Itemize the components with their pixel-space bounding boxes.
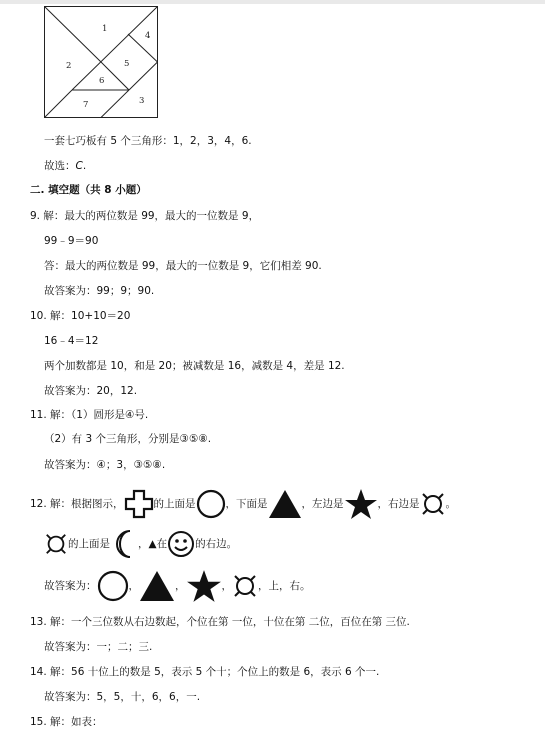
q12b-right-text: 的右边。: [195, 538, 238, 550]
q10-line-1: 10. 解：10+10＝20: [30, 310, 131, 322]
q12-answer: [44, 568, 311, 604]
section-heading: 二. 填空题（共 8 小题）: [30, 184, 147, 196]
q10-line-3: 两个加数都是 10，和是 20；被减数是 16，减数是 4，差是 12.: [44, 360, 345, 372]
q12-prefix: 12. 解：根据图示，: [30, 498, 124, 510]
q12-right-text: ，右边是: [377, 498, 420, 510]
star-shape-icon: [186, 569, 222, 603]
star-shape-icon: [344, 488, 378, 520]
answer-choice-end: .: [82, 160, 87, 172]
tangram-label-6: 6: [99, 76, 105, 86]
q12-end-text: 。: [445, 498, 457, 510]
tangram-label-1: 1: [102, 24, 108, 34]
q12-answer-end: ，上，右。: [258, 580, 311, 592]
circle-shape-icon: [196, 489, 226, 519]
q12-top-text: 的上面是: [153, 498, 196, 510]
q9-line-1: 9. 解：最大的两位数是 99，最大的一位数是 9，: [30, 210, 260, 222]
q15-line-1: 15. 解：如表：: [30, 716, 103, 728]
q12-line-1: [30, 488, 456, 520]
q14-answer: 故答案为：5，5，十，6，6，一.: [44, 691, 201, 703]
q11-answer: 故答案为：④；3，③⑤⑧.: [44, 459, 166, 471]
q12b-top-text: 的上面是: [68, 538, 110, 550]
triangle-shape-icon: [268, 489, 302, 519]
q14-line-1: 14. 解：56 十位上的数是 5，表示 5 个十；个位上的数是 6，表示 6 个一.: [30, 666, 380, 678]
q12-answer-sep-1: ，: [128, 580, 139, 592]
q9-line-2: 99﹣9＝90: [44, 235, 99, 247]
q12-answer-prefix: 故答案为：: [44, 580, 97, 592]
answer-choice-prefix: 故选：: [44, 160, 76, 172]
q12-answer-sep-3: ，: [221, 580, 232, 592]
q9-answer: 故答案为：99；9；90.: [44, 285, 155, 297]
q9-line-3: 答：最大的两位数是 99，最大的一位数是 9，它们相差 90.: [44, 260, 322, 272]
tangram-figure: [44, 6, 160, 120]
top-scroll-edge: [0, 0, 545, 4]
answer-choice-letter: C: [75, 160, 83, 172]
q12-below-text: ，下面是: [225, 498, 268, 510]
q12b-triangle-text: ，▲在: [138, 538, 168, 550]
q12-line-2: [44, 528, 237, 560]
tangram-label-3: 3: [139, 96, 145, 106]
q13-answer: 故答案为：一；二；三.: [44, 641, 153, 653]
sun-symbol-icon: [44, 532, 68, 556]
circle-shape-icon: [97, 570, 129, 602]
q12-left-text: ，左边是: [301, 498, 344, 510]
q10-answer: 故答案为：20，12.: [44, 385, 138, 397]
smiley-face-icon: [167, 530, 195, 558]
tangram-label-5: 5: [124, 59, 130, 69]
tangram-label-4: 4: [145, 31, 151, 41]
q13-line-1: 13. 解：一个三位数从右边数起，个位在第 一位，十位在第 二位，百位在第 三位.: [30, 616, 410, 628]
q11-line-1: 11. 解：（1）圆形是④号.: [30, 409, 149, 421]
q10-line-2: 16﹣4＝12: [44, 335, 99, 347]
answer-line-tangram: 一套七巧板有 5 个三角形：1，2，3，4，6.: [44, 135, 252, 147]
answer-choice-line: [44, 159, 86, 173]
q11-line-2: （2）有 3 个三角形，分别是③⑤⑧.: [44, 433, 212, 445]
tangram-label-7: 7: [83, 100, 89, 110]
triangle-shape-icon: [139, 570, 175, 602]
q12-answer-sep-2: ，: [175, 580, 186, 592]
crescent-moon-icon: [110, 529, 138, 559]
tangram-label-2: 2: [66, 61, 72, 71]
cross-shape-icon: [124, 489, 154, 519]
sun-symbol-icon: [420, 491, 446, 517]
sun-symbol-icon: [232, 573, 258, 599]
